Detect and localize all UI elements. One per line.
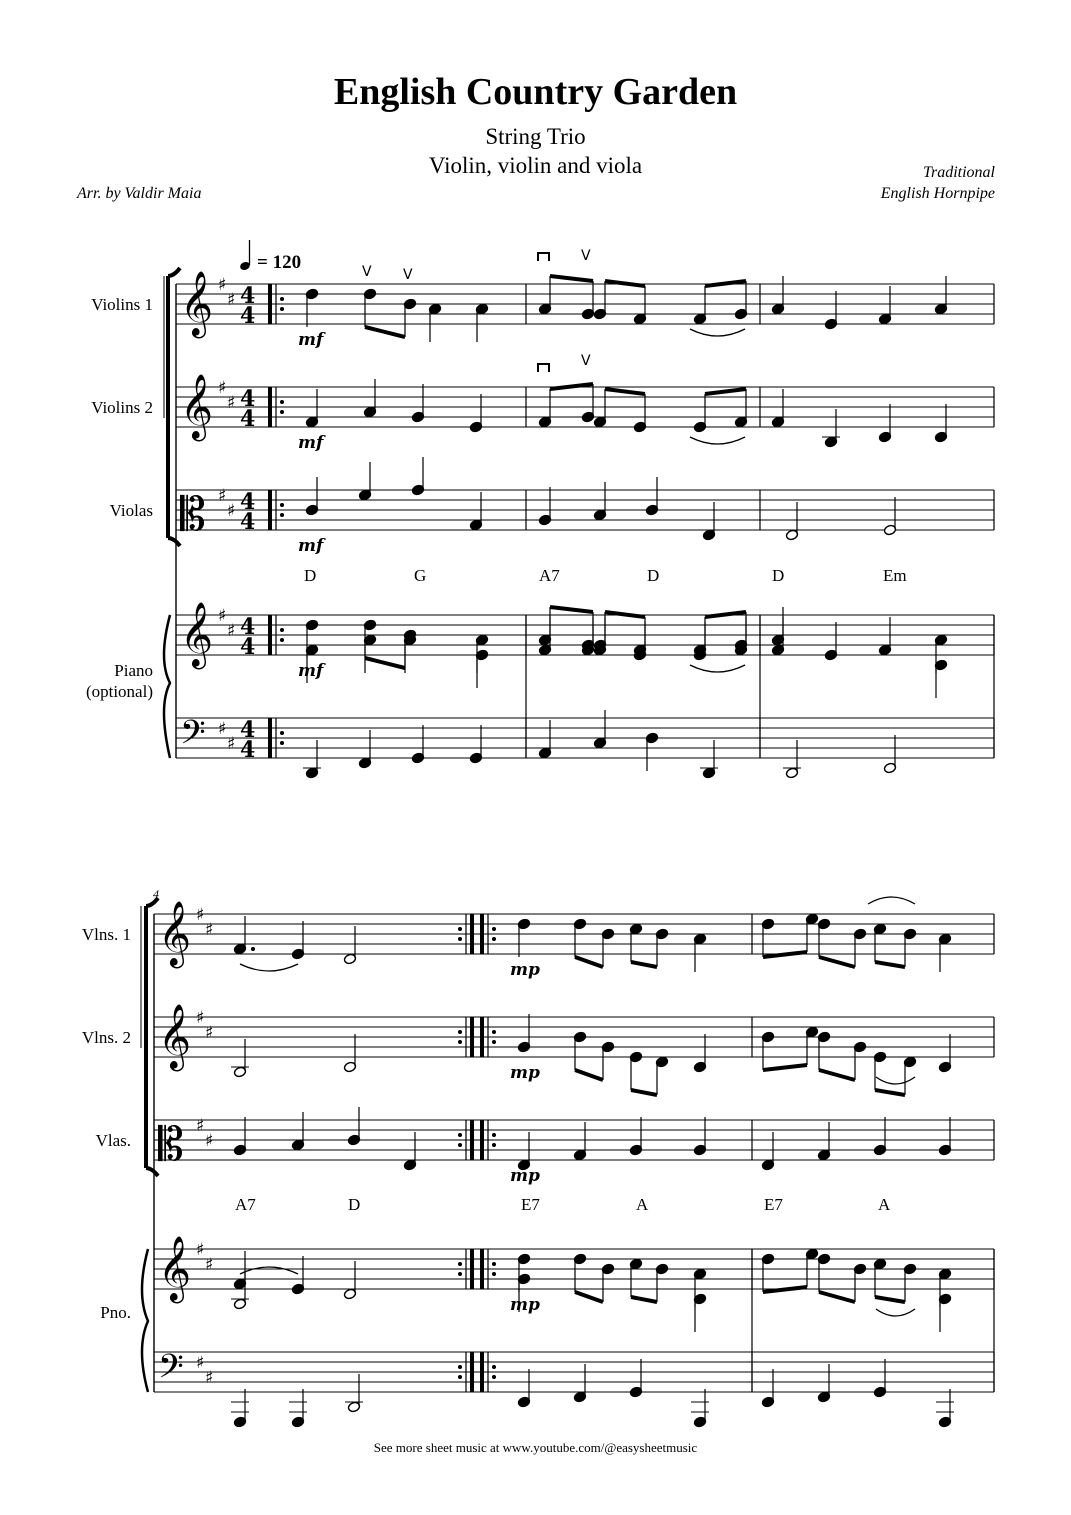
time-signature-denominator: 4 <box>240 737 256 763</box>
note-beam <box>705 389 746 394</box>
chord-symbol: D <box>304 566 317 585</box>
repeat-dot <box>458 927 462 931</box>
slur <box>876 1077 915 1084</box>
note-beam <box>605 389 645 394</box>
time-signature-numerator: 4 <box>240 489 256 515</box>
repeat-dot <box>458 1375 462 1379</box>
note-beam <box>763 952 807 957</box>
sharp-icon: ♯ <box>227 290 236 310</box>
repeat-dot <box>492 1375 496 1379</box>
repeat-dot <box>492 937 496 941</box>
sharp-icon: ♯ <box>196 905 205 925</box>
staff-lines <box>154 284 994 1392</box>
repeat-dot <box>280 638 284 642</box>
time-signature-numerator: 4 <box>240 717 256 743</box>
note-beam <box>875 962 905 967</box>
repeat-dot <box>492 1272 496 1276</box>
instrument-label-violas: Violas <box>109 501 153 520</box>
sharp-icon: ♯ <box>218 378 227 398</box>
chord-symbol: E7 <box>521 1195 540 1214</box>
repeat-dot <box>458 1133 462 1137</box>
dynamic-marking: mp <box>510 960 540 980</box>
sharp-icon: ♯ <box>205 1131 214 1151</box>
composer-line-2: English Hornpipe <box>880 185 995 202</box>
note-beam <box>763 1065 807 1070</box>
instrument-label-pno: Pno. <box>100 1303 131 1322</box>
note-beam <box>819 1070 855 1080</box>
chord-symbol: Em <box>883 566 907 585</box>
sharp-icon: ♯ <box>218 486 227 506</box>
up-bow-icon: V <box>581 353 591 369</box>
dynamic-marking: mp <box>510 1295 540 1315</box>
dot <box>251 947 255 951</box>
dynamic-marking: mf <box>298 661 324 681</box>
repeat-dot <box>492 1030 496 1034</box>
treble-clef-icon: 𝄞 <box>180 374 214 439</box>
alto-clef-icon: 𝄡 <box>180 487 206 541</box>
treble-clef-icon: 𝄞 <box>158 1236 192 1301</box>
note-beam <box>875 1297 905 1302</box>
instrument-label-violins-2: Violins 2 <box>91 398 153 417</box>
dynamic-marking: mf <box>298 330 324 350</box>
time-signature-denominator: 4 <box>240 634 256 660</box>
slur <box>876 1309 915 1316</box>
instrument-label-piano: Piano <box>114 661 153 680</box>
note-beam <box>575 1070 603 1080</box>
treble-clef-icon: 𝄞 <box>158 901 192 966</box>
dynamic-marking: mf <box>298 536 324 556</box>
time-signature-denominator: 4 <box>240 406 256 432</box>
slur <box>868 897 915 904</box>
treble-clef-icon: 𝄞 <box>180 602 214 667</box>
note-beam <box>631 1090 657 1095</box>
slur <box>240 964 298 971</box>
measure-number: 4 <box>153 887 159 901</box>
note-beam <box>605 281 645 286</box>
dynamic-marking: mp <box>510 1063 540 1083</box>
repeat-dot <box>492 1143 496 1147</box>
instrument-label-vlns-2: Vlns. 2 <box>81 1028 131 1047</box>
sharp-icon: ♯ <box>205 1023 214 1043</box>
sharp-icon: ♯ <box>218 606 227 626</box>
sharp-icon: ♯ <box>227 393 236 413</box>
repeat-dot <box>458 1365 462 1369</box>
slur <box>240 1267 298 1274</box>
treble-clef-icon: 𝄞 <box>158 1004 192 1069</box>
dynamic-marking: mf <box>298 433 324 453</box>
treble-clef-icon: 𝄞 <box>180 271 214 336</box>
repeat-dot <box>492 927 496 931</box>
sharp-icon: ♯ <box>205 920 214 940</box>
repeat-dot <box>280 297 284 301</box>
sharp-icon: ♯ <box>205 1255 214 1275</box>
note-beam <box>875 1090 905 1095</box>
note-beam <box>575 1292 603 1302</box>
chord-symbol: D <box>772 566 785 585</box>
arranger: Arr. by Valdir Maia <box>77 185 202 202</box>
note-beam <box>631 962 657 967</box>
instrument-label-piano-optional: (optional) <box>85 682 153 701</box>
up-bow-icon: V <box>581 248 591 264</box>
note-beam <box>705 281 746 286</box>
tempo-value: = 120 <box>257 252 302 273</box>
chord-symbol: A7 <box>539 566 560 585</box>
repeat-dot <box>458 1272 462 1276</box>
note-beam <box>575 957 603 967</box>
repeat-dot <box>458 1262 462 1266</box>
chord-symbol: E7 <box>764 1195 783 1214</box>
down-bow-icon <box>538 253 549 261</box>
note-beam <box>605 612 645 617</box>
sharp-icon: ♯ <box>196 1240 205 1260</box>
piano-brace <box>164 615 170 758</box>
up-bow-icon: V <box>362 264 372 280</box>
repeat-dot <box>280 628 284 632</box>
sharp-icon: ♯ <box>227 734 236 754</box>
instrument-label-violins-1: Violins 1 <box>91 295 153 314</box>
repeat-dot <box>280 503 284 507</box>
repeat-dot <box>280 513 284 517</box>
repeat-dot <box>458 937 462 941</box>
sharp-icon: ♯ <box>218 719 227 739</box>
dynamic-marking: mp <box>510 1166 540 1186</box>
sharp-icon: ♯ <box>205 1368 214 1388</box>
note-beam <box>365 327 405 337</box>
time-signature-numerator: 4 <box>240 386 256 412</box>
chord-symbol: A7 <box>235 1195 256 1214</box>
page-title: English Country Garden <box>333 71 738 113</box>
chord-symbol: A <box>878 1195 891 1214</box>
note-beam <box>550 276 593 281</box>
repeat-dot <box>492 1262 496 1266</box>
down-bow-icon <box>538 364 549 372</box>
chord-symbol: D <box>647 566 660 585</box>
repeat-dot <box>492 1365 496 1369</box>
footer-link-text: See more sheet music at www.youtube.com/@easysheetmusic <box>373 1440 698 1455</box>
note-beam <box>631 1297 657 1302</box>
sharp-icon: ♯ <box>196 1116 205 1136</box>
sharp-icon: ♯ <box>196 1008 205 1028</box>
time-signature-denominator: 4 <box>240 509 256 535</box>
instrument-label-vlas: Vlas. <box>95 1131 131 1150</box>
repeat-dot <box>280 731 284 735</box>
repeat-dot <box>492 1133 496 1137</box>
note-beam <box>819 957 855 967</box>
up-bow-icon: V <box>403 267 413 283</box>
subtitle-instruments: Violin, violin and viola <box>428 153 643 178</box>
chord-symbol: G <box>414 566 427 585</box>
time-signature-denominator: 4 <box>240 303 256 329</box>
tempo-marking <box>239 240 301 273</box>
piano-brace <box>142 1249 148 1392</box>
composer-line-1: Traditional <box>922 164 995 181</box>
note-beam <box>763 1287 807 1292</box>
chord-symbol: D <box>348 1195 361 1214</box>
notation <box>141 248 994 1428</box>
chord-symbol: A <box>636 1195 649 1214</box>
instrument-label-vlns-1: Vlns. 1 <box>81 925 131 944</box>
slur <box>690 437 745 444</box>
note-beam <box>819 1292 855 1302</box>
repeat-dot <box>280 400 284 404</box>
time-signature-numerator: 4 <box>240 283 256 309</box>
slur <box>690 329 745 336</box>
note-beam <box>705 612 746 617</box>
sharp-icon: ♯ <box>196 1353 205 1373</box>
note-beam <box>550 607 593 612</box>
repeat-dot <box>280 741 284 745</box>
note-beam <box>365 658 405 668</box>
repeat-dot <box>458 1143 462 1147</box>
bass-clef-icon: 𝄢 <box>158 1348 184 1394</box>
time-signature-numerator: 4 <box>240 614 256 640</box>
sharp-icon: ♯ <box>227 621 236 641</box>
repeat-dot <box>458 1040 462 1044</box>
sharp-icon: ♯ <box>227 501 236 521</box>
alto-clef-icon: 𝄡 <box>158 1117 184 1171</box>
bass-clef-icon: 𝄢 <box>180 714 206 760</box>
subtitle-ensemble: String Trio <box>485 124 586 149</box>
repeat-dot <box>280 307 284 311</box>
note-beam <box>550 384 593 389</box>
repeat-dot <box>458 1030 462 1034</box>
sharp-icon: ♯ <box>218 275 227 295</box>
repeat-dot <box>492 1040 496 1044</box>
repeat-dot <box>280 410 284 414</box>
slur <box>690 665 745 672</box>
